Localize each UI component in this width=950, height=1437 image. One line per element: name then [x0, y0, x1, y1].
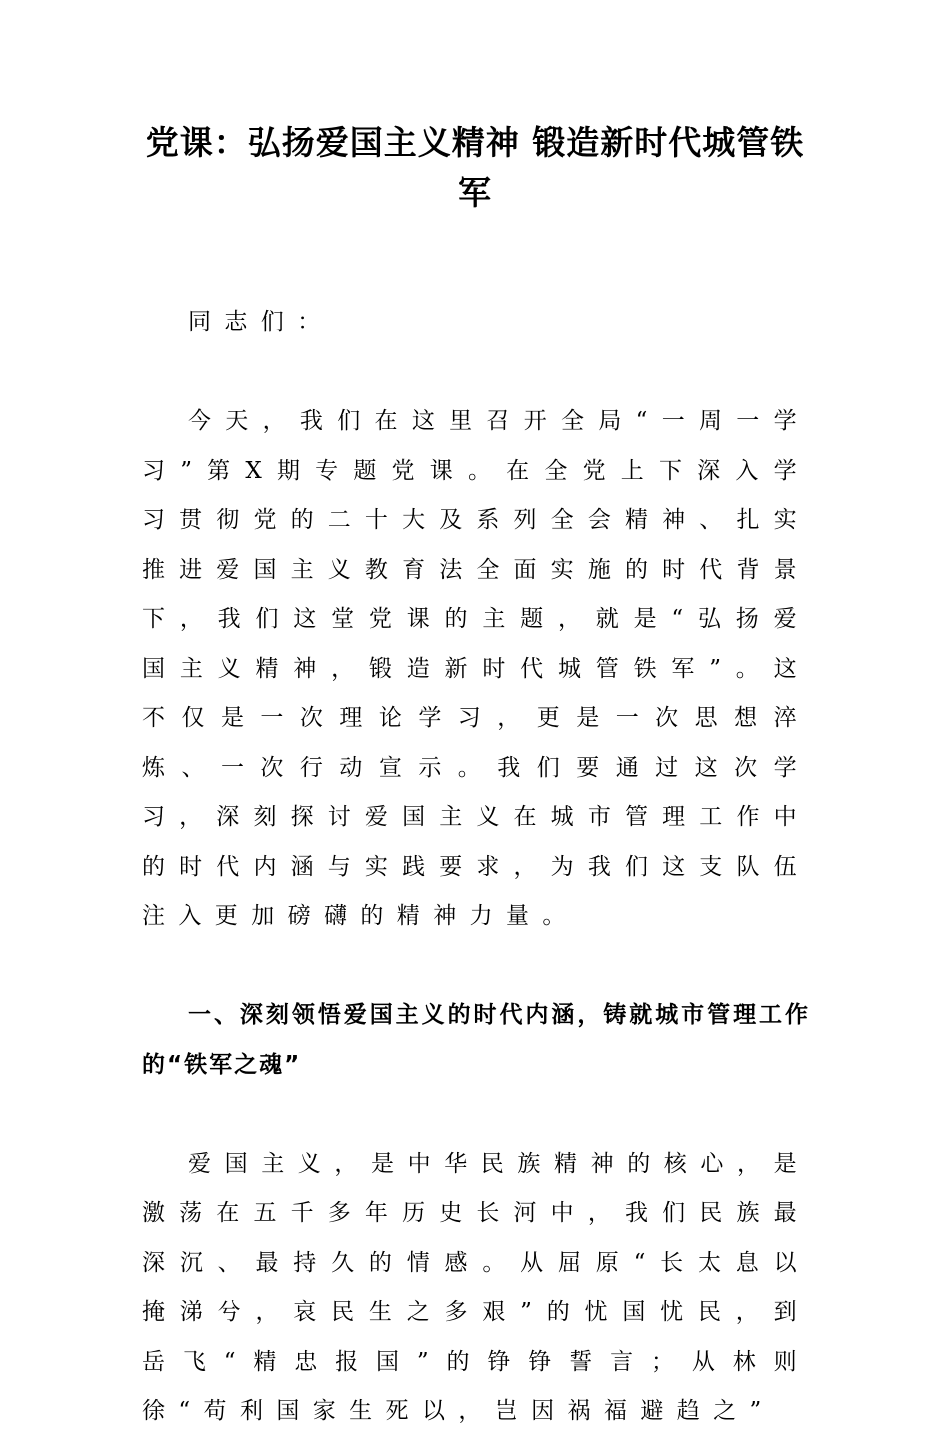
paragraph-spacer — [142, 348, 810, 398]
paragraph-spacer — [142, 942, 810, 992]
document-body — [142, 298, 810, 1437]
intro-paragraph: 今天，我们在这里召开全局“一周一学习”第X期专题党课。在全党上下深入学习贯彻党的二十大及系列全会精神、扎实推进爱国主义教育法全面实施的时代背景下，我们这堂党课的主题，就是“弘扬爱国主义精神，锻造新时代城管铁军”。这不仅是一次理论学习，更是一次思想淬炼、一次行动宣示。我们要通过这次学习，深刻探讨爱国主义在城市管理工作中的时代内涵与实践要求，为我们这支队伍注入更加磅礴的精神力量。 — [142, 408, 810, 929]
document-title: 党课：弘扬爱国主义精神 锻造新时代城管铁军 — [145, 123, 805, 212]
section-paragraph: 爱国主义，是中华民族精神的核心，是激荡在五千多年历史长河中，我们民族最深沉、最持久的情感。从屈原“长太息以掩涕兮，哀民生之多艰”的忧国忧民，到岳飞“精忠报国”的铮铮誓言；从林则徐“苟利国家生死以，岂因祸福避趋之” — [142, 1150, 810, 1424]
section-heading: 一、深刻领悟爱国主义的时代内涵，铸就城市管理工作的“铁军之魂” — [142, 1002, 810, 1078]
paragraph-spacer — [142, 1090, 810, 1140]
salutation: 同志们： — [188, 309, 334, 335]
